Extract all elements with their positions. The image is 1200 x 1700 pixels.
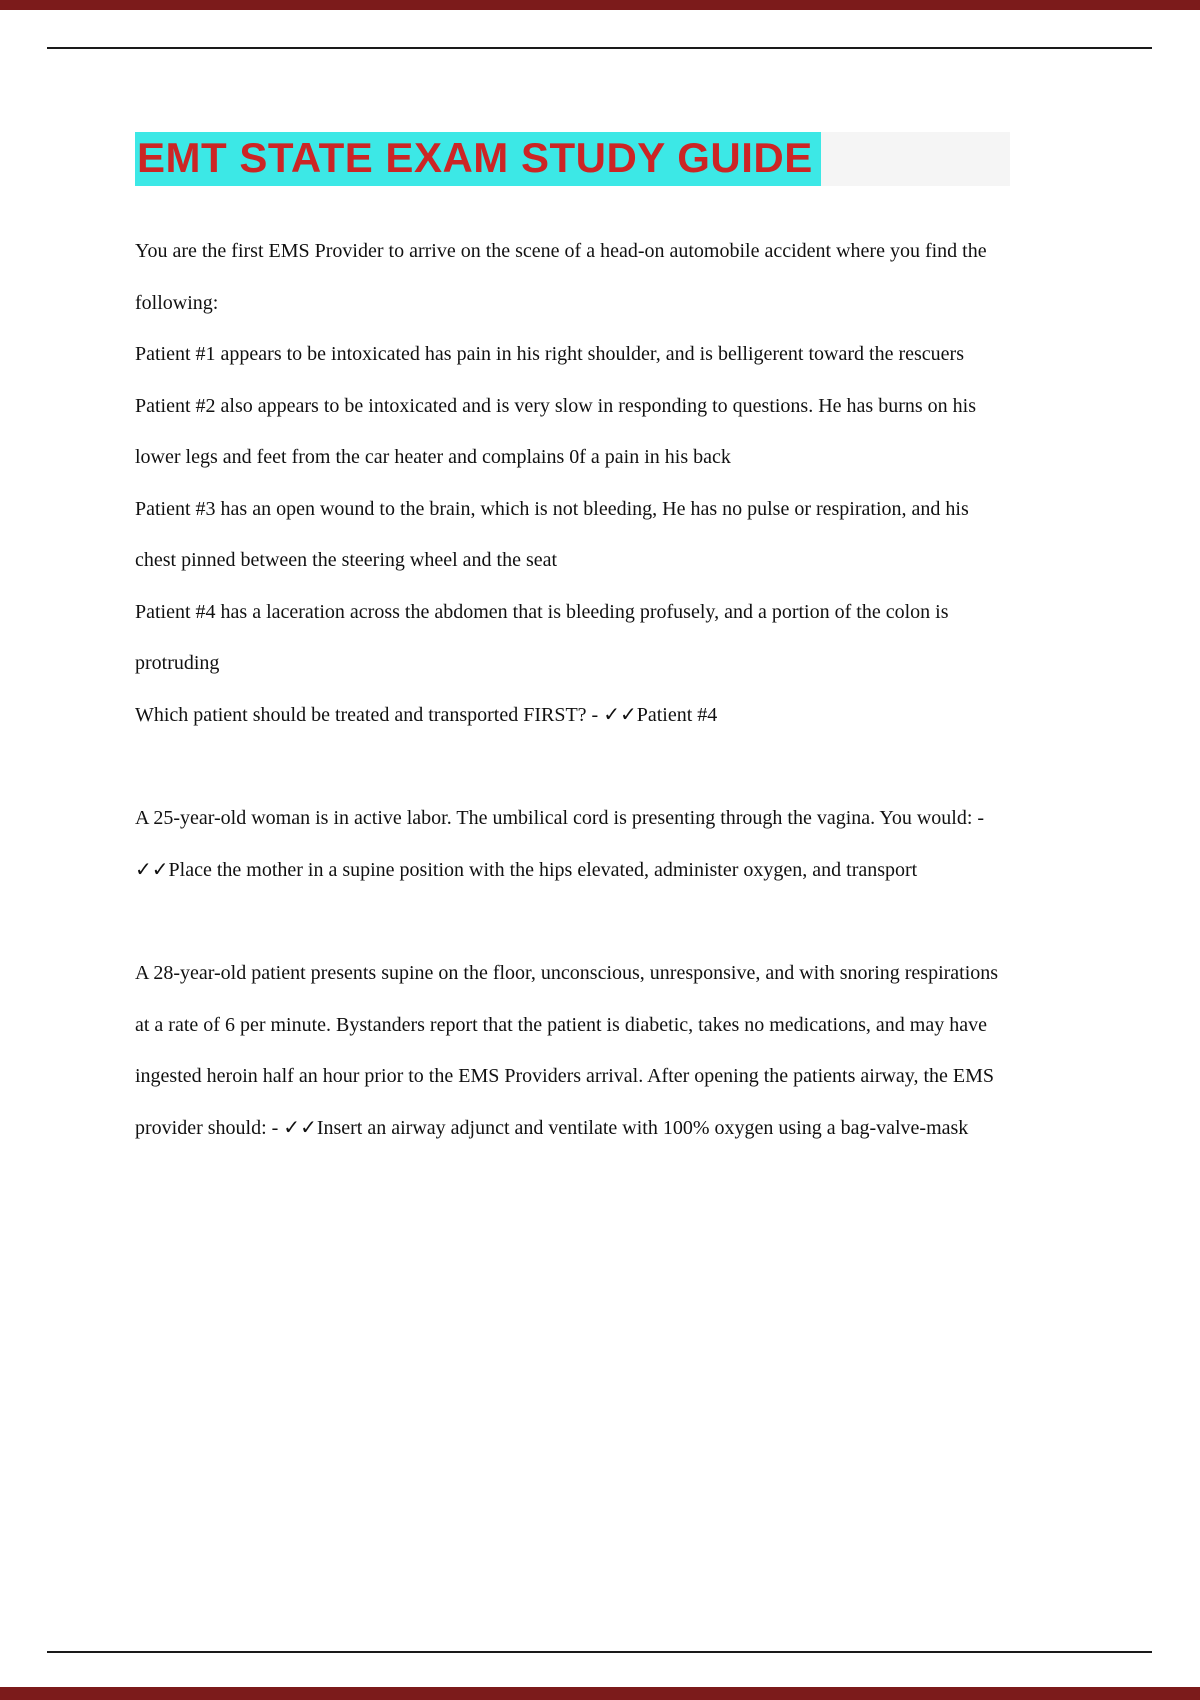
paragraph-patient-2: Patient #2 also appears to be intoxicated and is very slow in responding to questions. He has burns on his lower legs and feet from the car heater and complains 0f a pain in his back — [135, 394, 976, 468]
top-horizontal-rule — [47, 47, 1152, 49]
page-bottom-border — [0, 1687, 1200, 1700]
bottom-horizontal-rule — [47, 1651, 1152, 1653]
question-answer-heroin-overdose: A 28-year-old patient presents supine on the floor, unconscious, unresponsive, and with snoring respirations at a rate of 6 per minute. Bystanders report that the patient is diabetic, takes no medications, and may have ingested heroin half an hour prior to the EMS Providers arrival. After opening the patients airway, the EMS provider should: - ✓✓Insert an airway adjunct and ventilate with 100% oxygen using a bag-valve-mask — [135, 962, 999, 1139]
question-answer-triage-first: Which patient should be treated and transported FIRST? - ✓✓Patient #4 — [135, 703, 718, 726]
paragraph-patient-4: Patient #4 has a laceration across the abdomen that is bleeding profusely, and a portion of the colon is protruding — [135, 600, 949, 674]
title-row — [135, 132, 1010, 186]
paragraph-patient-3: Patient #3 has an open wound to the brain, which is not bleeding, He has no pulse or respiration, and his chest pinned between the steering wheel and the seat — [135, 497, 969, 571]
paragraph-patient-1: Patient #1 appears to be intoxicated has pain in his right shoulder, and is belligerent toward the rescuers — [135, 343, 964, 365]
question-answer-umbilical-cord: A 25-year-old woman is in active labor. The umbilical cord is presenting through the vagina. You would: - ✓✓Place the mother in a supine position with the hips elevated, administer oxygen, and transport — [135, 807, 985, 881]
page-top-border — [0, 0, 1200, 10]
document-content — [135, 132, 1010, 1154]
paragraph-scenario-intro: You are the first EMS Provider to arrive on the scene of a head-on automobile accident where you find the following: — [135, 240, 987, 314]
page-title: EMT STATE EXAM STUDY GUIDE — [135, 132, 821, 186]
